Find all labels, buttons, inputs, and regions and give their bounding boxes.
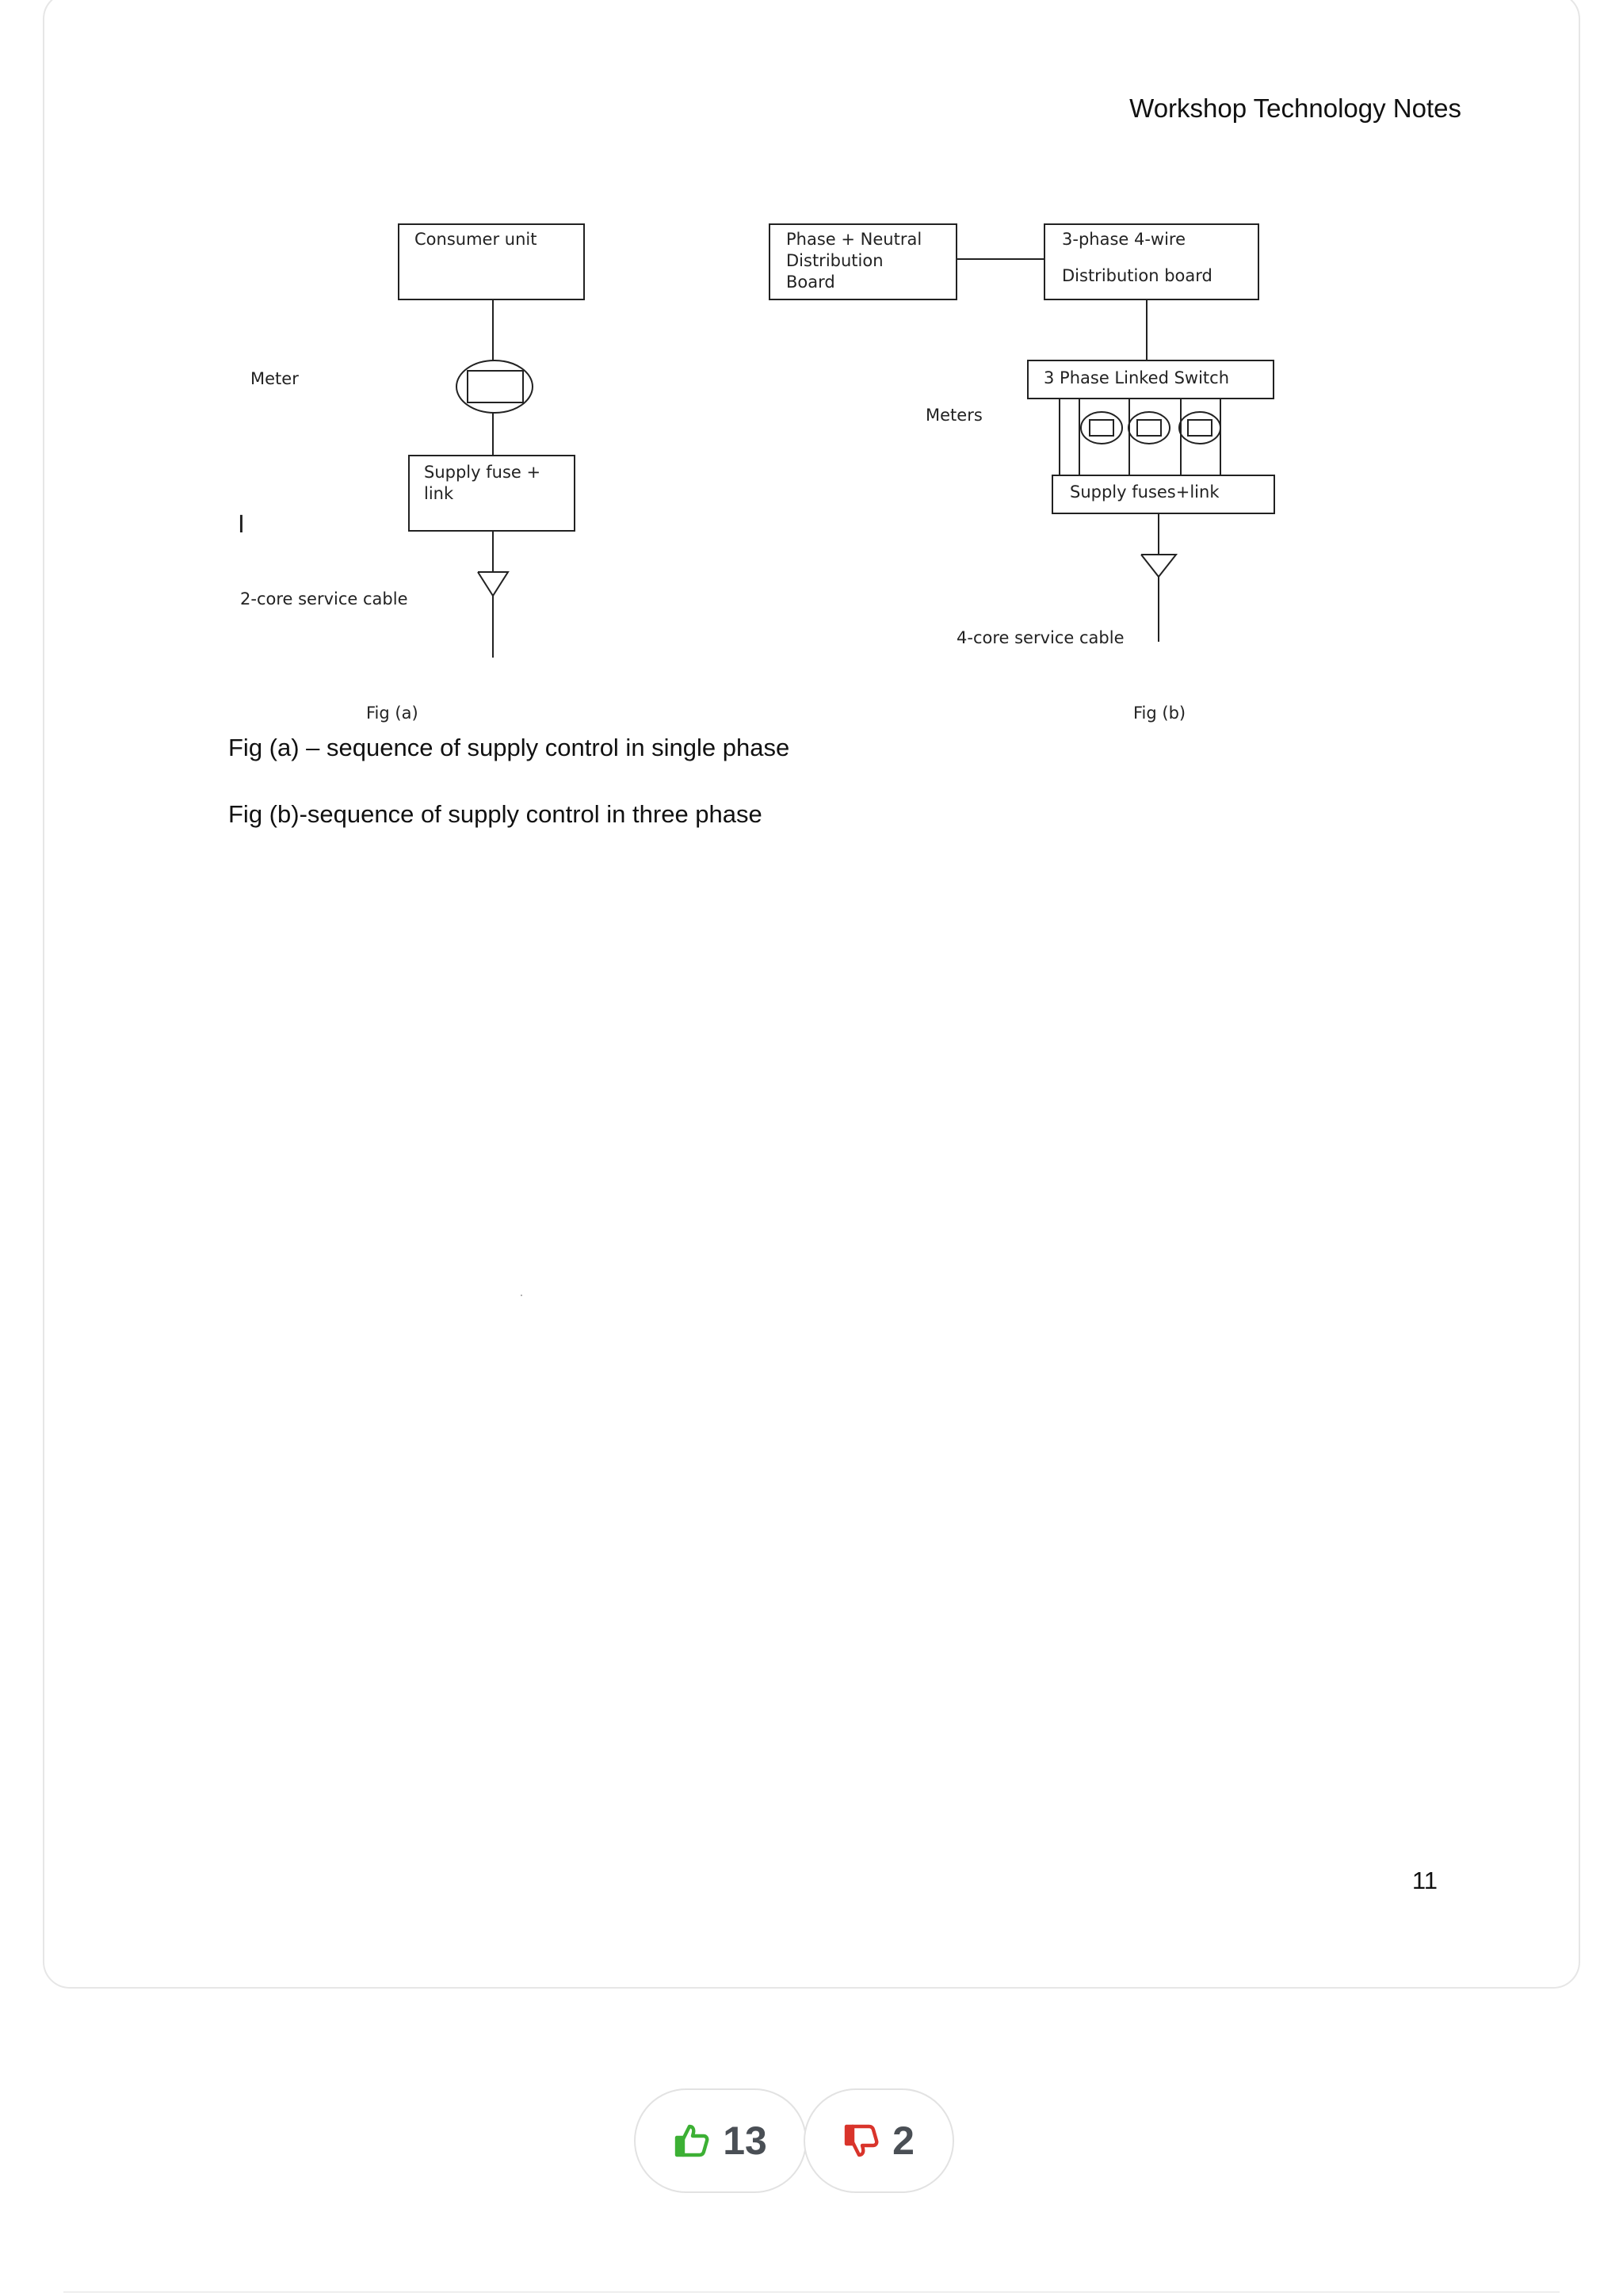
fig-a-label: Fig (a) <box>366 704 418 723</box>
caption-fig-b: Fig (b)-sequence of supply control in three phase <box>228 800 762 828</box>
stray-mark: I <box>238 511 245 539</box>
fig-b-label: Fig (b) <box>1133 704 1186 723</box>
cable-termination-a <box>478 572 508 596</box>
meter-label: Meter <box>250 369 299 388</box>
running-header: Workshop Technology Notes <box>1129 93 1461 123</box>
supply-fuses-label: Supply fuses+link <box>1070 482 1220 502</box>
vote-bar <box>634 2088 959 2196</box>
linked-switch-label: 3 Phase Linked Switch <box>1044 368 1230 387</box>
cable-label-b: 4-core service cable <box>957 628 1125 647</box>
downvote-count: 2 <box>892 2119 915 2163</box>
three-phase-label-line1: 3-phase 4-wire <box>1062 230 1186 249</box>
meter-symbol <box>1179 412 1220 444</box>
cable-termination-b <box>1141 555 1176 577</box>
upvote-count: 13 <box>723 2119 767 2163</box>
stray-dot <box>521 1295 522 1296</box>
cable-label-a: 2-core service cable <box>240 589 408 608</box>
consumer-unit-label: Consumer unit <box>414 230 537 249</box>
page-number: 11 <box>1411 1867 1438 1894</box>
supply-fuse-label-line2: link <box>424 484 454 503</box>
supply-control-diagram <box>0 0 1623 745</box>
phase-neutral-label-line2: Distribution <box>786 251 884 270</box>
meter-symbol <box>1128 412 1170 444</box>
three-phase-label-line2: Distribution board <box>1062 266 1212 285</box>
meters-label: Meters <box>926 406 983 425</box>
meter-symbol <box>1081 412 1122 444</box>
phase-neutral-label-line3: Board <box>786 273 835 292</box>
downvote-button[interactable] <box>804 2088 954 2193</box>
thumbs-up-icon <box>674 2122 712 2160</box>
phase-neutral-label-line1: Phase + Neutral <box>786 230 922 249</box>
caption-fig-a: Fig (a) – sequence of supply control in single phase <box>228 734 790 761</box>
thumbs-down-icon <box>843 2122 881 2160</box>
bottom-divider <box>63 2291 1560 2293</box>
upvote-button[interactable] <box>634 2088 807 2193</box>
supply-fuse-label-line1: Supply fuse + <box>424 463 541 482</box>
